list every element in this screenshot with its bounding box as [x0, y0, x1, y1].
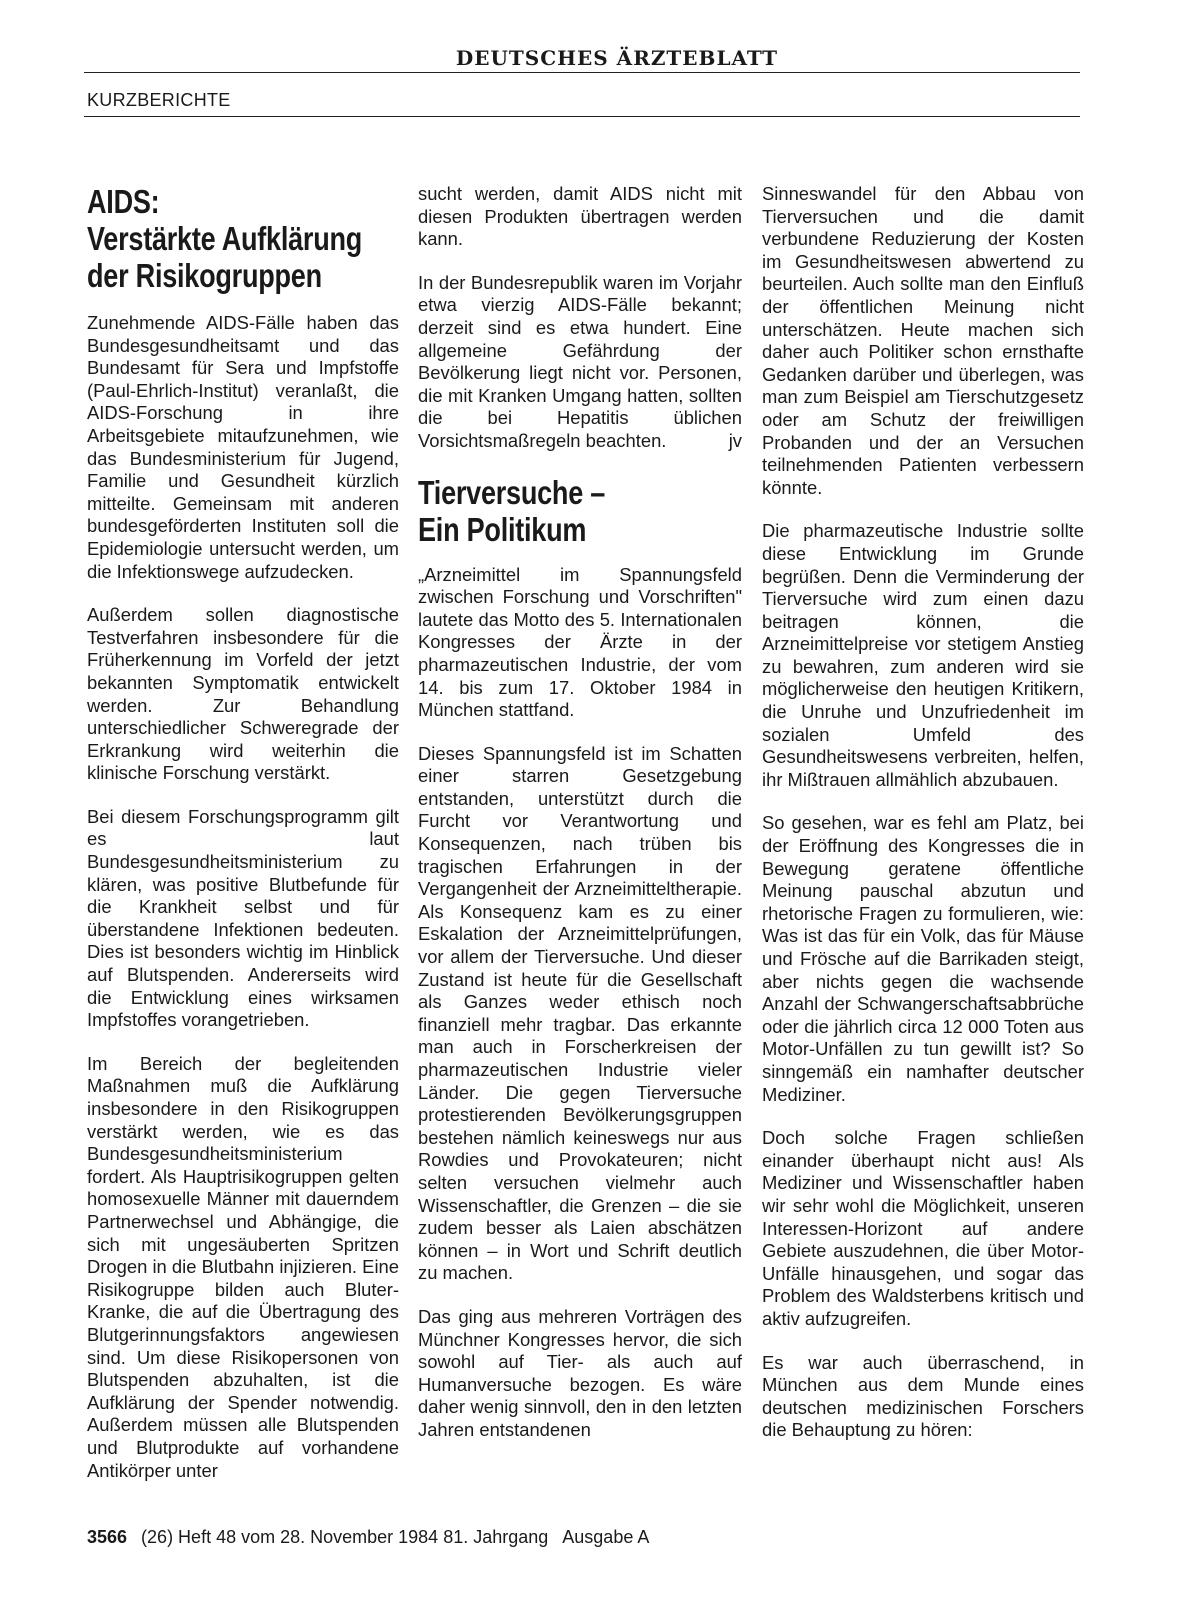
article1-last-paragraph: In der Bundesrepublik waren im Vorjahr etwa vierzig AIDS-Fälle bekannt; derzeit sind es etwa hundert. Eine allgemeine Gefährdung der Bevölkerung liegt nicht vor. Personen, die mit Kranken Umgang hatten, sollten die bei Hepatitis üblichen Vorsichtsmaßregeln beachten.	[418, 271, 742, 451]
article1-paragraph: Zunehmende AIDS-Fälle haben das Bundesgesundheitsamt und das Bundesamt für Sera und Impfstoffe (Paul-Ehrlich-Institut) veranlaßt, die AIDS-Forschung in ihre Arbeitsgebiete mitaufzunehmen, wie das Bundesministerium für Jugend, Familie und Gesundheit kürzlich mitteilte. Gemeinsam mit anderen bundesgeförderten Instituten soll die Epidemiologie untersucht werden, um die Infektionswege aufzudecken.	[87, 312, 399, 582]
column-3	[762, 183, 1084, 1442]
article1-paragraph	[87, 1053, 399, 1482]
masthead-rule	[84, 72, 1080, 73]
column-2	[418, 183, 742, 1442]
article1-title-line-2: Verstärkte Aufklärung	[87, 220, 363, 257]
article2-paragraph: Es war auch überraschend, in München aus dem Munde eines deutschen medizinischen Forschers die Behauptung zu hören:	[762, 1351, 1084, 1441]
article1-paragraph: Außerdem sollen diagnostische Testverfahren insbesondere für die Früherkennung im Vorfeld der jetzt bekannten Symptomatik entwickelt werden. Zur Behandlung unterschiedlicher Schweregrade der Erkrankung wird weiterhin die klinische Forschung verstärkt.	[87, 604, 399, 784]
article2-paragraph: So gesehen, war es fehl am Platz, bei der Eröffnung des Kongresses die in Bewegung geratene öffentliche Meinung pauschal abzutun und rhetorische Fragen zu formulieren, wie: Was ist das für ein Volk, das für Mäuse und Frösche auf die Barrikaden steigt, aber nichts gegen die wachsende Anzahl der Schwangerschaftsabbrüche oder die jährlich circa 12 000 Toten aus Motor-Unfällen zu tun gewillt ist? So sinngemäß ein namhafter deutscher Mediziner.	[762, 812, 1084, 1105]
article1-title-line-1: AIDS:	[87, 183, 160, 220]
journal-masthead: DEUTSCHES ÄRZTEBLATT	[455, 46, 778, 70]
page-number: 3566	[87, 1527, 128, 1547]
section-label: KURZBERICHTE	[87, 90, 231, 110]
article2-paragraph-part-a: Das ging aus mehreren Vorträgen des Münchner Kongresses hervor, die sich sowohl auf Tier- als auch auf Humanversuche bezogen. Es wäre daher wenig sinnvoll, den in den letzten Jahren entstandenen	[418, 1305, 742, 1440]
author-signature: jv	[728, 429, 742, 451]
article2-paragraph: Die pharmazeutische Industrie sollte diese Entwicklung im Grunde begrüßen. Denn die Verminderung der Tierversuche wird zum einen dazu beitragen können, die Arzneimittelpreise vor stetigem Anstieg zu bewahren, zum anderen wird sie möglicherweise den heutigen Kritikern, die Unruhe und Unzufriedenheit im sozialen Umfeld des Gesundheitswesens verbreiten, helfen, ihr Mißtrauen allmählich abzubauen.	[762, 520, 1084, 790]
issue-info: (26) Heft 48 vom 28. November 1984 81. Jahrgang	[141, 1527, 549, 1547]
section-rule	[84, 116, 1080, 117]
article2-paragraph: Dieses Spannungsfeld ist im Schatten einer starren Gesetzgebung entstanden, unterstützt durch die Furcht vor Verantwortung und Konsequenzen, nach trüben bis tragischen Erfahrungen in der Vergangenheit der Arzneimitteltherapie. Als Konsequenz kam es zu einer Eskalation der Arzneimittelprüfungen, vor allem der Tierversuche. Und dieser Zustand ist heute für die Gesellschaft als Ganzes weder ethisch noch finanziell mehr tragbar. Das erkannte man auch in Forscherkreisen der pharmazeutischen Industrie vieler Länder. Die gegen Tierversuche protestierenden Bevölkerungsgruppen bestehen nämlich keineswegs nur aus Rowdies und Provokateuren; nicht selten versuchen vielmehr auch Wissenschaftler, die Grenzen – die sie zudem besser als Laien abschätzen können – in Wort und Schrift deutlich zu machen.	[418, 742, 742, 1284]
article2-paragraph: „Arzneimittel im Spannungsfeld zwischen Forschung und Vorschriften" lautete das Motto des 5. Internationalen Kongresses der Ärzte in der pharmazeutischen Industrie, der vom 14. bis zum 17. Oktober 1984 in München stattfand.	[418, 563, 742, 721]
page-footer	[87, 1527, 649, 1548]
column-1	[87, 183, 399, 1482]
article1-headline	[87, 183, 363, 294]
article2-title-line-1: Tierversuche –	[418, 473, 606, 511]
article1-paragraph: Bei diesem Forschungsprogramm gilt es laut Bundesgesundheitsministerium zu klären, was positive Blutbefunde für die Krankheit selbst und für überstandene Infektionen bedeuten. Dies ist besonders wichtig im Hinblick auf Blutspenden. Andererseits wird die Entwicklung eines wirksamen Impfstoffes vorangetrieben.	[87, 805, 399, 1031]
article1-paragraph-part-a: Im Bereich der begleitenden Maßnahmen muß die Aufklärung insbesondere in den Risikogruppen verstärkt werden, wie es das Bundesgesundheitsministerium fordert. Als Hauptrisikogruppen gelten homosexuelle Männer mit dauerndem Partnerwechsel und Abhängige, die sich mit ungesäuberten Spritzen Drogen in die Blutbahn injizieren. Eine Risikogruppe bilden auch Bluter-Kranke, die auf die Übertragung des Blutgerinnungsfaktors angewiesen sind. Um diese Risikopersonen von Blutspenden abzuhalten, ist die Aufklärung der Spender notwendig. Außerdem müssen alle Blutspenden und Blutprodukte auf vorhandene Antikörper unter	[87, 1052, 399, 1481]
article2-headline	[418, 474, 684, 548]
article2-paragraph	[418, 1306, 742, 1442]
edition-label: Ausgabe A	[562, 1527, 650, 1547]
article2-title-line-2: Ein Politikum	[418, 510, 587, 548]
article2-paragraph: Doch solche Fragen schließen einander überhaupt nicht aus! Als Mediziner und Wissenschaftler haben wir sehr wohl die Möglichkeit, unseren Interessen-Horizont auf andere Gebiete auszudehnen, die über Motor-Unfälle hinausgehen, und sogar das Problem des Waldsterbens kritisch und aktiv aufzugreifen.	[762, 1127, 1084, 1329]
article1-paragraph-part-b: sucht werden, damit AIDS nicht mit diesen Produkten übertragen werden kann.	[418, 183, 742, 250]
article1-title-line-3: der Risikogruppen	[87, 257, 322, 294]
article2-paragraph-part-b: Sinneswandel für den Abbau von Tierversuchen und die damit verbundene Reduzierung der Kosten im Gesundheitswesen abwertend zu beurteilen. Auch sollte man den Einfluß der öffentlichen Meinung nicht unterschätzen. Heute machen sich daher auch Politiker schon ernsthafte Gedanken darüber und überlegen, was man zum Beispiel am Tierschutzgesetz oder am Schutz der freiwilligen Probanden und der an Versuchen teilnehmenden Patienten verbessern könnte.	[762, 183, 1084, 498]
article1-paragraph	[418, 272, 742, 453]
article1-paragraph-continued	[418, 183, 742, 251]
article2-paragraph-continued	[762, 183, 1084, 499]
